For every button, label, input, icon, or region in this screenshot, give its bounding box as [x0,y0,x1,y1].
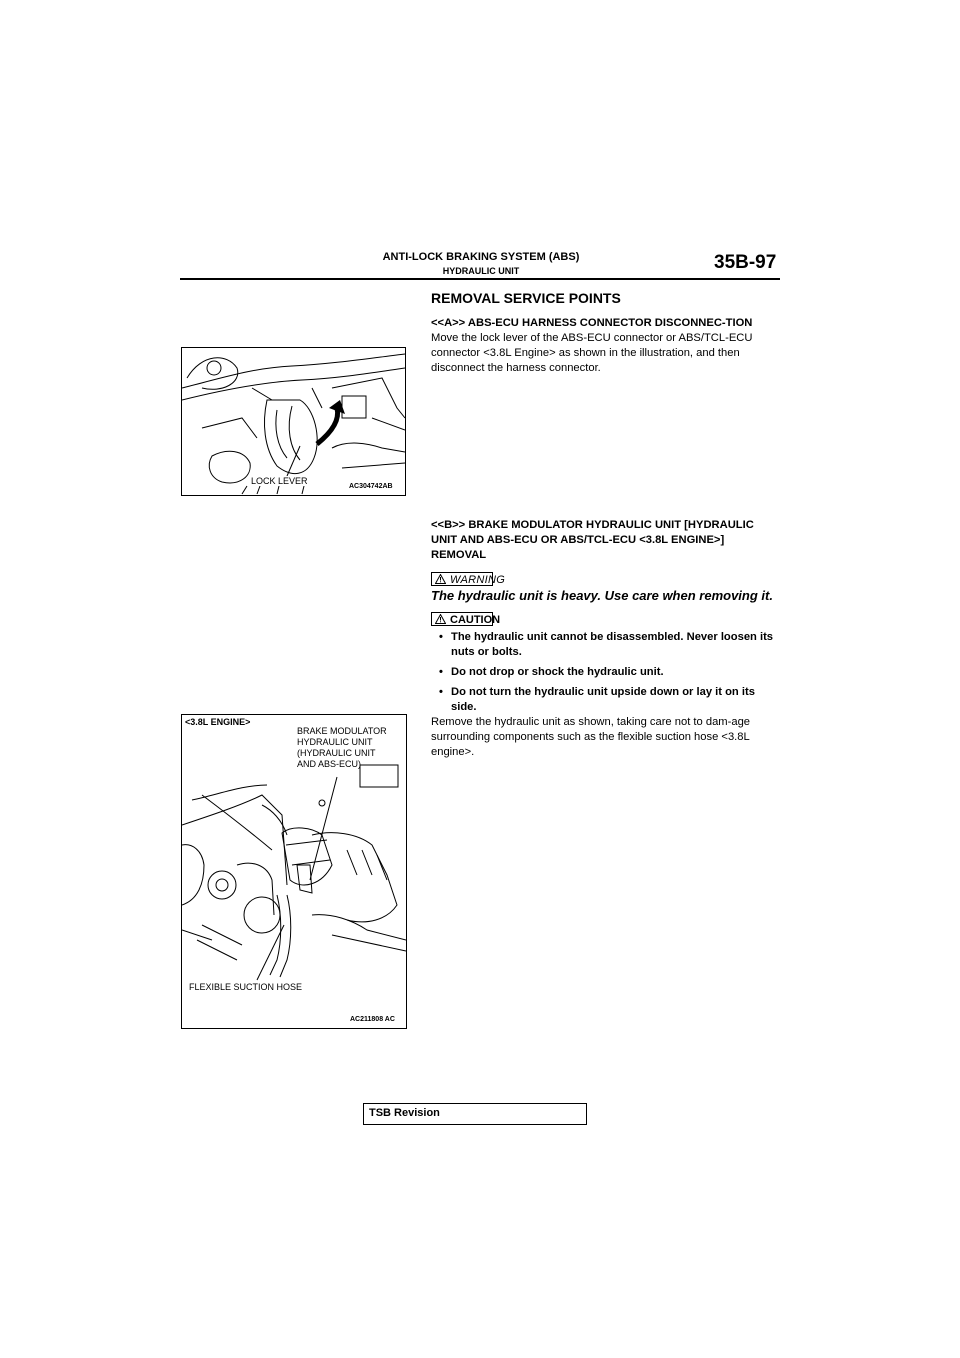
figure-2-engine-label: <3.8L ENGINE> [185,717,251,727]
tsb-revision-box [363,1103,587,1125]
caution-item: • The hydraulic unit cannot be disassembled. Never loosen its nuts or bolts. [439,631,774,658]
section-title: REMOVAL SERVICE POINTS [431,290,621,306]
tsb-revision-label: TSB Revision [369,1107,440,1119]
figure-2-code: AC211808 AC [350,1016,395,1023]
figure-2-label-bottom: FLEXIBLE SUCTION HOSE [189,982,303,992]
step-a-body: Move the lock lever of the ABS-ECU connector or ABS/TCL-ECU connector <3.8L Engine> as shown in the illustration, and then disconnect the harness connector. [431,332,753,374]
step-b-heading: <<B>> BRAKE MODULATOR HYDRAULIC UNIT [HYDRAULIC UNIT AND ABS-ECU OR ABS/TCL-ECU <3.8L ENGINE>] REMOVAL [431,519,754,561]
figure-1-label: LOCK LEVER [251,476,308,486]
caution-badge [431,612,501,626]
caution-label: CAUTION [450,614,501,626]
step-a-heading: <<A>> ABS-ECU HARNESS CONNECTOR DISCONNEC-TION [431,317,753,329]
figure-1-code: AC304742AB [349,483,393,490]
caution-icon [435,614,446,624]
header-rule [180,278,780,280]
step-a [431,316,781,376]
figure-2-label-top: BRAKE MODULATOR HYDRAULIC UNIT (HYDRAULIC UNIT AND ABS-ECU) [297,726,387,769]
caution-item: • Do not drop or shock the hydraulic unit. [439,666,664,678]
figure-1-illustration [182,348,405,495]
header-subtitle: HYDRAULIC UNIT [442,266,520,276]
header-title: ANTI-LOCK BRAKING SYSTEM (ABS) [382,251,580,263]
warning-badge [431,572,506,586]
caution-item: • Do not turn the hydraulic unit upside down or lay it on its side. [439,686,755,713]
page-number: 35B-97 [714,252,777,273]
step-b [431,518,781,760]
warning-icon [435,574,446,584]
warning-text: The hydraulic unit is heavy. Use care when removing it. [431,588,773,603]
warning-label: WARNING [450,574,506,586]
figure-hydraulic-unit [181,714,407,1029]
step-b-body: Remove the hydraulic unit as shown, taking care not to dam-age surrounding components such as the flexible suction hose <3.8L engine>. [431,716,751,758]
figure-lock-lever [181,347,406,496]
